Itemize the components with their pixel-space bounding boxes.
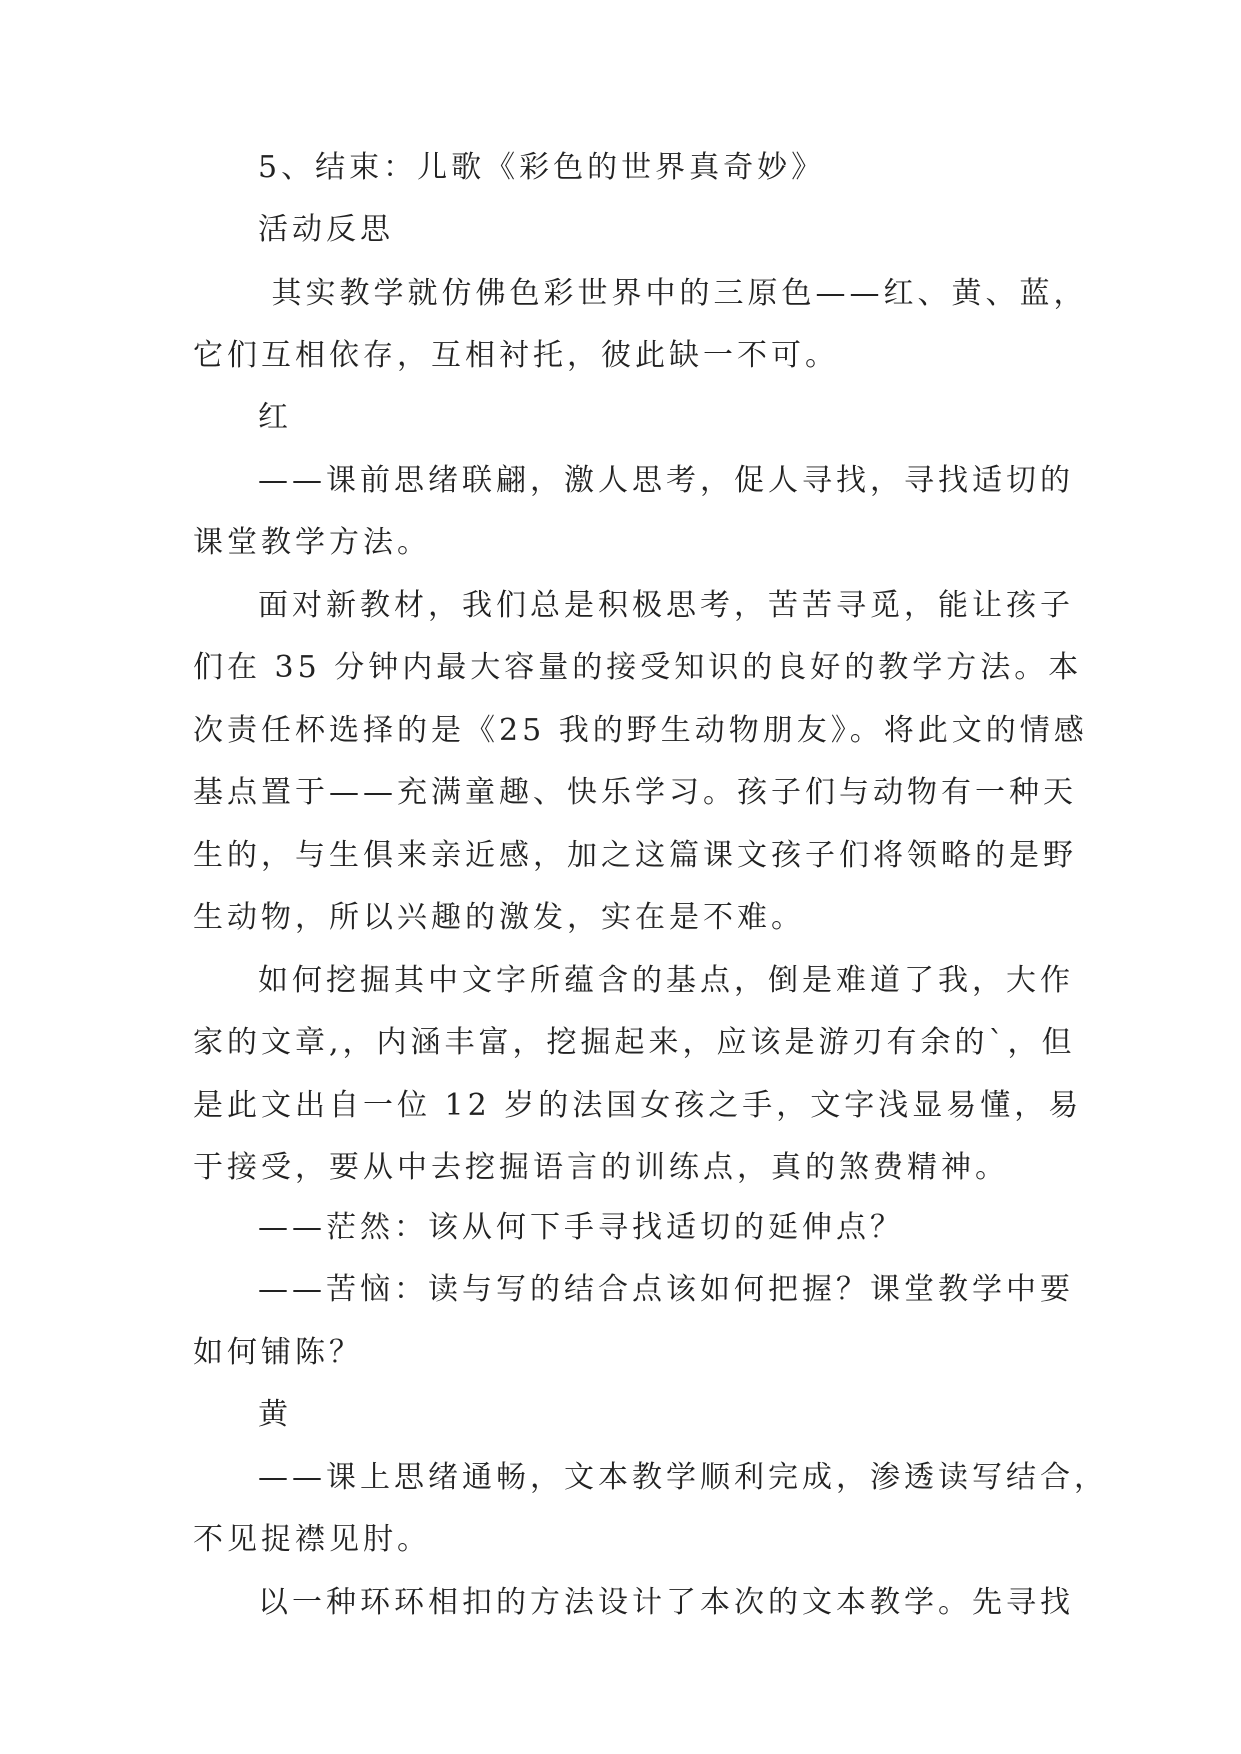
paragraph-line: ——课前思绪联翩，激人思考，促人寻找，寻找适切的 xyxy=(258,463,1074,498)
paragraph-line: ——课上思绪通畅，文本教学顺利完成，渗透读写结合， xyxy=(258,1460,1108,1495)
section-heading-ending: 5、结束：儿歌《彩色的世界真奇妙》 xyxy=(258,150,826,185)
paragraph-line: 们在 35 分钟内最大容量的接受知识的良好的教学方法。本 xyxy=(193,650,1083,685)
paragraph-line: ——苦恼：读与写的结合点该如何把握？课堂教学中要 xyxy=(258,1272,1074,1307)
paragraph-line: 如何铺陈？ xyxy=(193,1335,363,1370)
paragraph-line: 生动物，所以兴趣的激发，实在是不难。 xyxy=(193,900,805,935)
paragraph-line: 它们互相依存，互相衬托，彼此缺一不可。 xyxy=(193,338,839,373)
paragraph-line: 以一种环环相扣的方法设计了本次的文本教学。先寻找 xyxy=(258,1585,1074,1620)
paragraph-line: 次责任杯选择的是《25 我的野生动物朋友》。将此文的情感 xyxy=(193,713,1088,748)
paragraph-line: 面对新教材，我们总是积极思考，苦苦寻觅，能让孩子 xyxy=(258,588,1074,623)
section-heading-reflection: 活动反思 xyxy=(258,212,394,247)
paragraph-line: 不见捉襟见肘。 xyxy=(193,1522,431,1557)
paragraph-line: ——茫然：该从何下手寻找适切的延伸点？ xyxy=(258,1210,904,1245)
paragraph-line: 课堂教学方法。 xyxy=(193,525,431,560)
subheading-yellow: 黄 xyxy=(258,1397,292,1432)
paragraph-line: 于接受，要从中去挖掘语言的训练点，真的煞费精神。 xyxy=(193,1150,1009,1185)
paragraph-line: 生的，与生俱来亲近感，加之这篇课文孩子们将领略的是野 xyxy=(193,838,1077,873)
paragraph-line: 是此文出自一位 12 岁的法国女孩之手，文字浅显易懂，易 xyxy=(193,1088,1083,1123)
paragraph-line: 其实教学就仿佛色彩世界中的三原色——红、黄、蓝， xyxy=(258,276,1088,311)
paragraph-line: 基点置于——充满童趣、快乐学习。孩子们与动物有一种天 xyxy=(193,775,1077,810)
paragraph-line: 家的文章,，内涵丰富，挖掘起来，应该是游刃有余的`，但 xyxy=(193,1025,1076,1060)
paragraph-line: 如何挖掘其中文字所蕴含的基点，倒是难道了我，大作 xyxy=(258,963,1074,998)
subheading-red: 红 xyxy=(258,400,292,435)
